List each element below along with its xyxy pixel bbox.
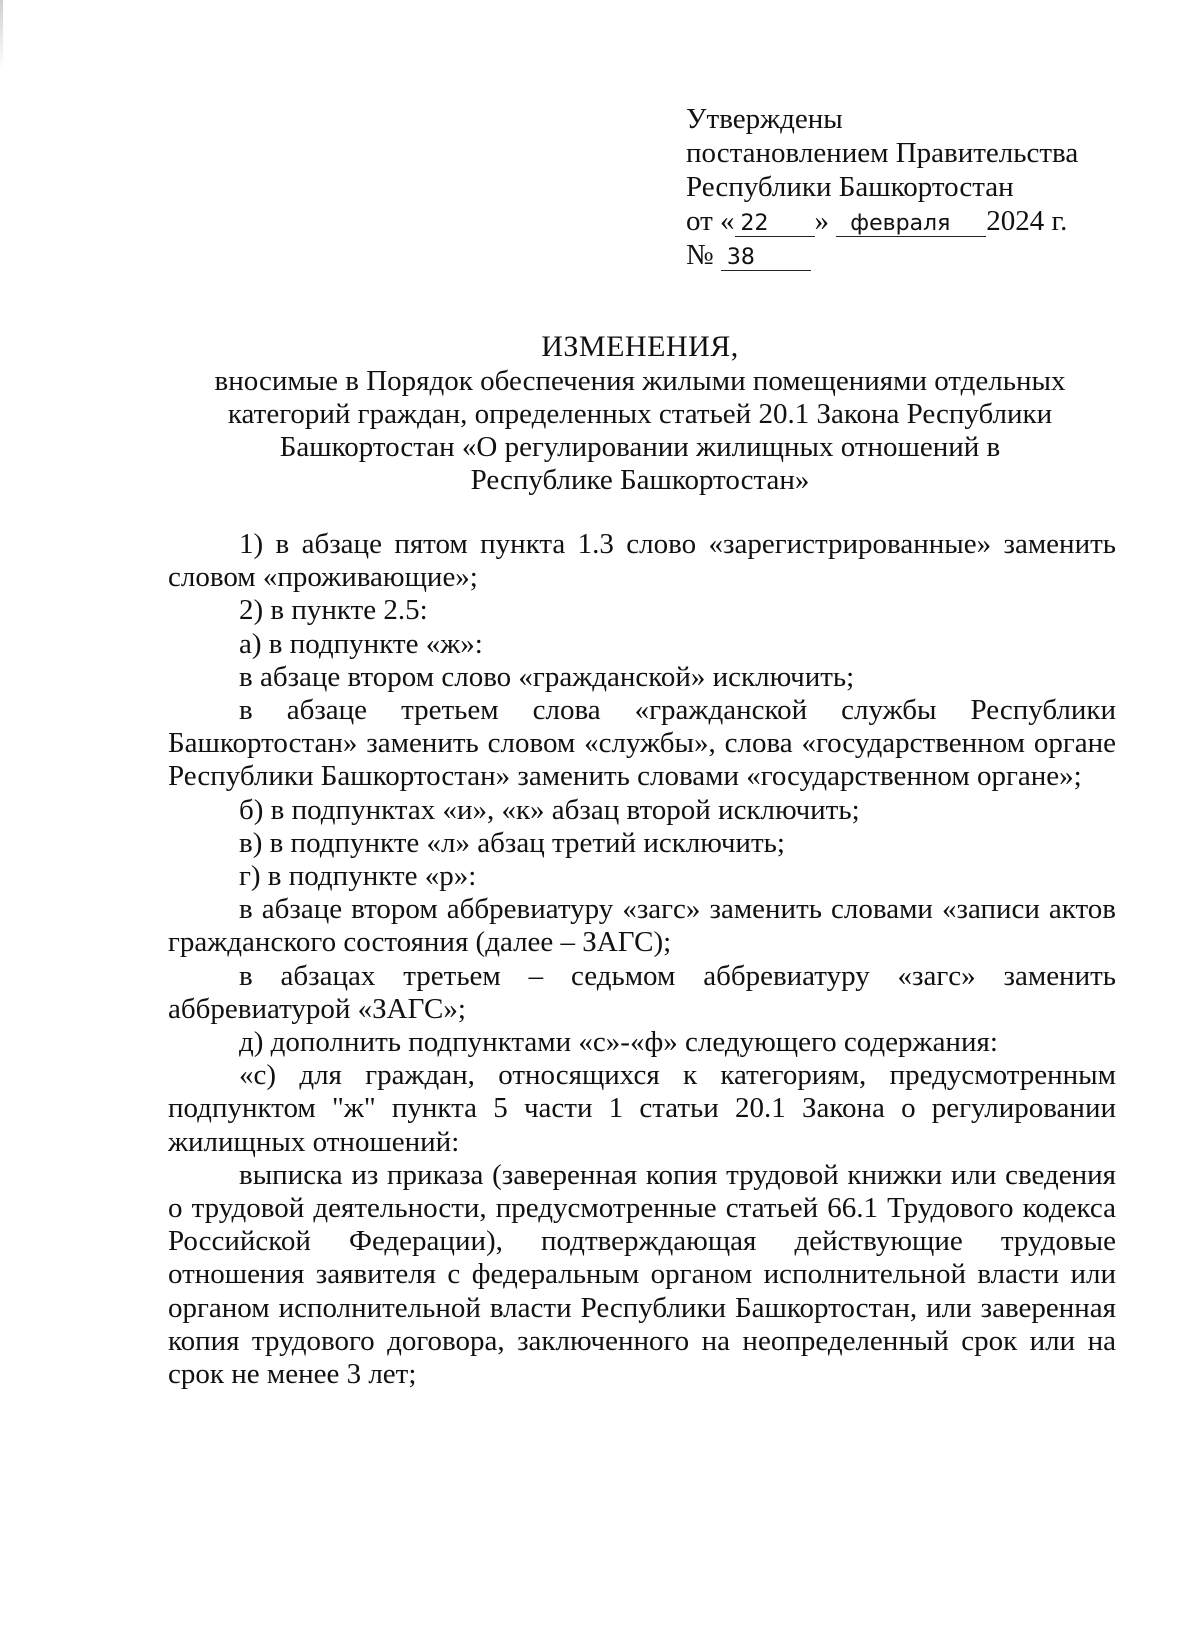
body-paragraph: в абзаце втором аббревиатуру «загс» заменить словами «записи актов гражданского состояния (далее – ЗАГС); (168, 893, 1116, 959)
body-paragraph: а) в подпункте «ж»: (239, 627, 483, 660)
body-paragraph: г) в подпункте «р»: (239, 860, 477, 893)
date-prefix: от « (686, 205, 735, 237)
title-subtitle-line: вносимые в Порядок обеспечения жилыми помещениями отдельных (214, 365, 1066, 397)
scan-edge-mark (0, 0, 3, 70)
document-body (168, 528, 1116, 1391)
document-heading: ИЗМЕНЕНИЯ, (541, 330, 739, 363)
document-title-block (160, 330, 1120, 497)
body-paragraph: выписка из приказа (заверенная копия трудовой книжки или сведения о трудовой деятельности, предусмотренные статьей 66.1 Трудового кодекса Российской Федерации), подтверждающая действующие трудовые отношения заявителя с федеральным органом исполнительной власти или органом исполнительной власти Республики Башкортостан, или заверенная копия трудового договора, заключенного на неопределенный срок или на срок не менее 3 лет; (168, 1158, 1116, 1391)
approval-line-resolution: постановлением Правительства (686, 137, 1079, 169)
body-paragraph: в абзаце третьем слова «гражданской службы Республики Башкортостан» заменить словом «службы», слова «государственном органе Республики Башкортостан» заменить словами «государственном органе»; (168, 694, 1116, 793)
approval-line-republic: Республики Башкортостан (686, 171, 1014, 203)
approval-date-line (686, 204, 1078, 238)
title-subtitle-line: категорий граждан, определенных статьей 20.1 Закона Республики (227, 398, 1053, 430)
approval-line-approved: Утверждены (686, 103, 843, 135)
body-paragraph: 1) в абзаце пятом пункта 1.3 слово «зарегистрированные» заменить словом «проживающие»; (168, 528, 1116, 594)
body-paragraph: в абзацах третьем – седьмом аббревиатуру «загс» заменить аббревиатурой «ЗАГС»; (168, 959, 1116, 1025)
date-year: 2024 г. (986, 205, 1068, 237)
number-sign: № (686, 239, 714, 271)
body-paragraph: «с) для граждан, относящихся к категориям, предусмотренным подпунктом "ж" пункта 5 части 1 статьи 20.1 Закона о регулировании жилищных отношений: (168, 1059, 1116, 1158)
approval-stamp-block (686, 102, 1078, 272)
date-day-handwritten: 22 (735, 212, 815, 237)
body-paragraph: в) в подпункте «л» абзац третий исключить; (239, 826, 785, 859)
approval-number-line (686, 238, 1078, 272)
date-month-handwritten: февраля (836, 212, 986, 237)
body-paragraph: 2) в пункте 2.5: (239, 594, 428, 627)
title-subtitle-line: Республике Башкортостан» (470, 464, 810, 496)
date-mid: » (814, 205, 830, 237)
body-paragraph: б) в подпунктах «и», «к» абзац второй исключить; (239, 793, 860, 826)
body-paragraph: в абзаце втором слово «гражданской» исключить; (239, 660, 855, 693)
body-paragraph: д) дополнить подпунктами «с»-«ф» следующего содержания: (239, 1026, 998, 1059)
document-number-handwritten: 38 (721, 246, 811, 271)
title-subtitle-line: Башкортостан «О регулировании жилищных отношений в (279, 431, 1001, 463)
